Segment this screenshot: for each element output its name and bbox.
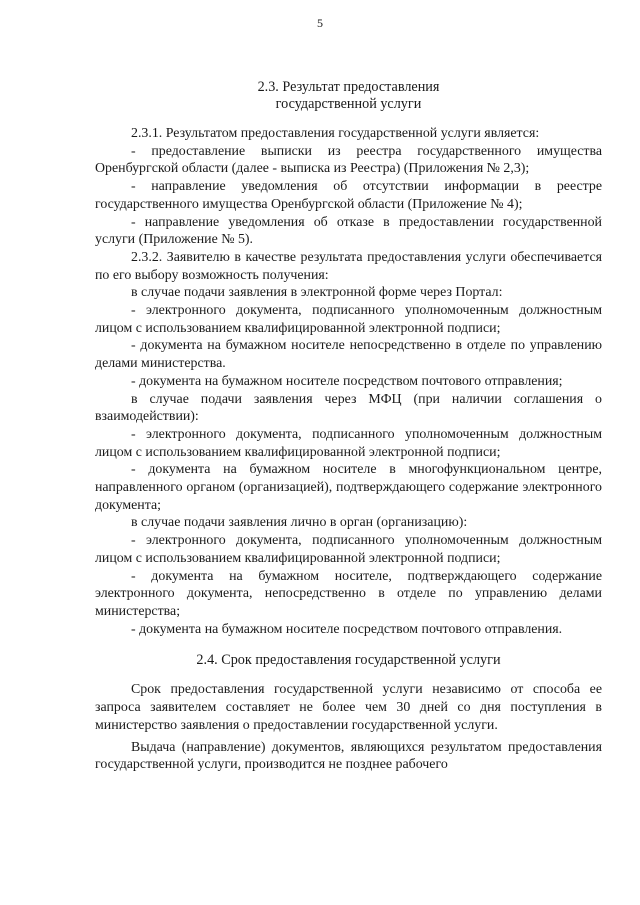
- paragraph: - документа на бумажном носителе посредством почтового отправления.: [131, 621, 563, 637]
- section-2-3-body: [95, 125, 602, 638]
- paragraph: в случае подачи заявления через МФЦ (при наличии соглашения о взаимодействии):: [95, 391, 602, 425]
- paragraph: - документа на бумажном носителе непосредственно в отделе по управлению делами министерства.: [95, 338, 602, 372]
- paragraph: - электронного документа, подписанного уполномоченным должностным лицом с использованием квалифицированной электронной подписи;: [95, 303, 602, 336]
- section-2-4-title: 2.4. Срок предоставления государственной услуги: [196, 652, 501, 669]
- paragraph: - документа на бумажном носителе в многофункциональном центре, направленного органом (организацией), подтверждающего содержание электронного документа;: [95, 462, 602, 513]
- section-2-3-title-line1: 2.3. Результат предоставления: [257, 79, 440, 95]
- paragraph: - электронного документа, подписанного уполномоченным должностным лицом с использованием квалифицированной электронной подписи;: [95, 426, 602, 460]
- section-2-3-title-line2: государственной услуги: [275, 96, 422, 112]
- paragraph: - предоставление выписки из реестра государственного имущества Оренбургской области (далее - выписка из Реестра) (Приложения № 2,3);: [95, 143, 602, 177]
- paragraph: - направление уведомления об отказе в предоставлении государственной услуги (Приложение № 5).: [95, 214, 602, 248]
- paragraph: Выдача (направление) документов, являющихся результатом предоставления государственной услуги, производится не позднее рабочего: [95, 739, 602, 773]
- page-number: 5: [317, 16, 323, 30]
- paragraph: - электронного документа, подписанного уполномоченным должностным лицом с использованием квалифицированной электронной подписи;: [95, 533, 602, 566]
- paragraph: в случае подачи заявления в электронной форме через Портал:: [131, 285, 503, 301]
- section-2-4-body: [95, 681, 602, 774]
- paragraph: - документа на бумажном носителе, подтверждающего содержание электронного документа, непосредственно в отделе по управлению делами министерства;: [95, 568, 602, 619]
- paragraph: Срок предоставления государственной услуги независимо от способа ее запроса заявителем составляет не более чем 30 дней со дня поступления в министерство заявления о предоставлении государственной услуги.: [95, 682, 602, 733]
- paragraph: в случае подачи заявления лично в орган (организацию):: [131, 515, 468, 531]
- paragraph: 2.3.1. Результатом предоставления государственной услуги является:: [131, 126, 540, 141]
- paragraph: - направление уведомления об отсутствии информации в реестре государственного имущества Оренбургской области (Приложение № 4);: [95, 179, 602, 212]
- paragraph: 2.3.2. Заявителю в качестве результата предоставления услуги обеспечивается по его выбору возможность получения:: [95, 249, 602, 283]
- paragraph: - документа на бумажном носителе посредством почтового отправления;: [131, 373, 563, 389]
